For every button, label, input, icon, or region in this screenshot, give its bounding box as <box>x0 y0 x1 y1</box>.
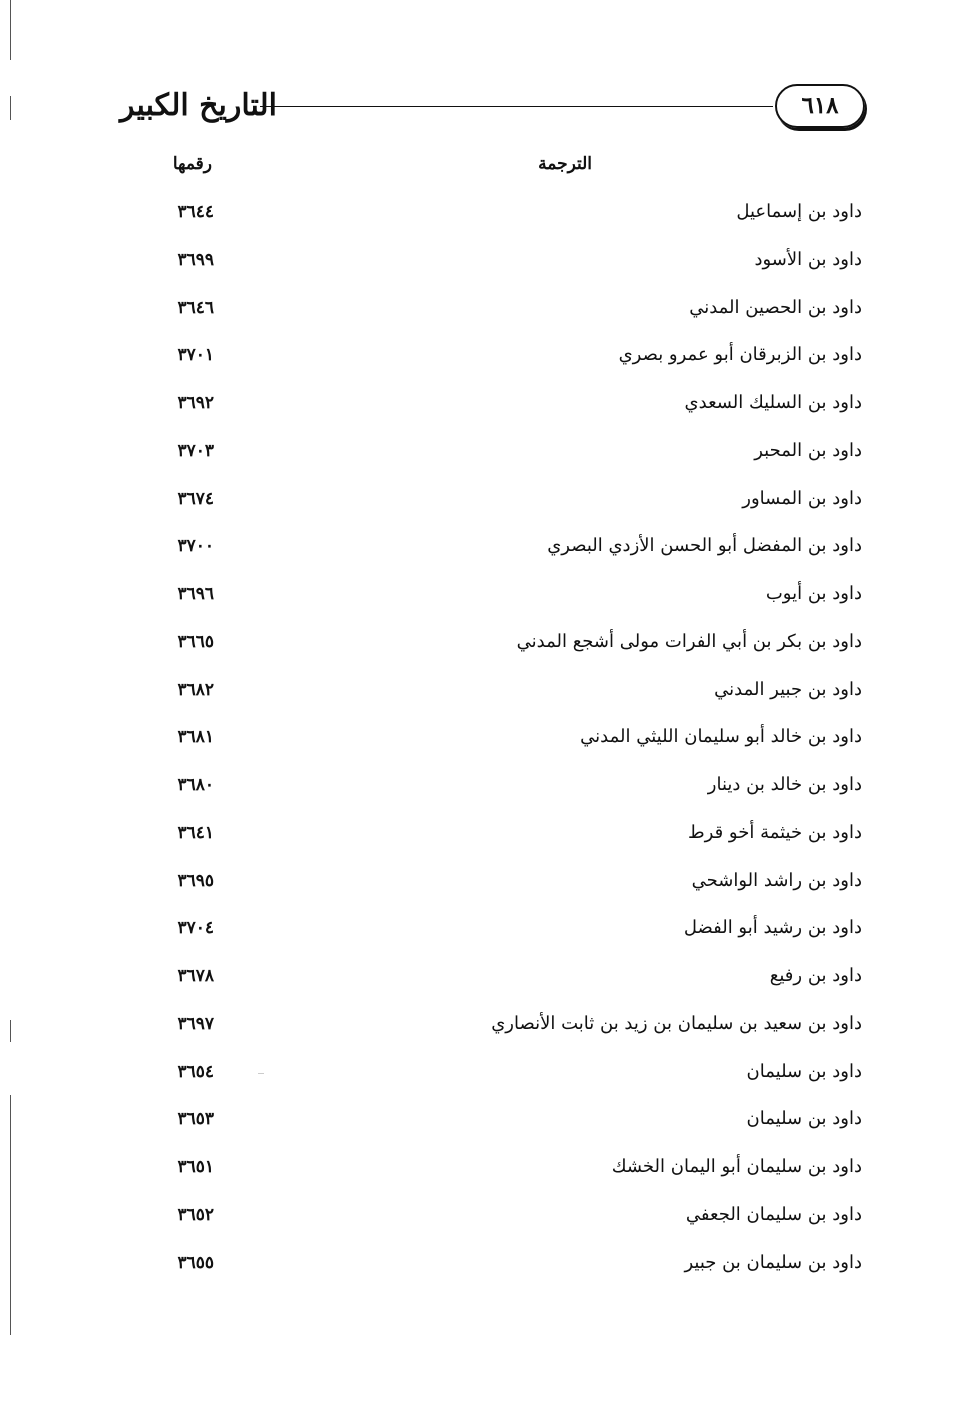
list-item <box>150 245 862 293</box>
entry-number: ٣٦٩٥ <box>177 870 214 891</box>
list-item <box>150 1152 862 1200</box>
entry-name: داود بن خيثمة أخو قرط <box>688 821 862 843</box>
entry-name: داود بن سليمان <box>746 1060 862 1082</box>
list-item <box>150 1009 862 1057</box>
entry-number: ٣٦٧٤ <box>177 488 214 509</box>
list-item <box>150 436 862 484</box>
list-item <box>150 1104 862 1152</box>
list-item <box>150 818 862 866</box>
entry-name: داود بن سعيد بن سليمان بن زيد بن ثابت الأنصاري <box>491 1012 862 1034</box>
entry-number: ٣٦٤٤ <box>177 202 214 222</box>
scan-edge-line <box>10 1095 11 1335</box>
list-item <box>150 293 862 341</box>
list-item <box>150 197 862 245</box>
entry-number: ٣٦٩٢ <box>177 393 214 413</box>
entry-number: ٣٦٩٩ <box>177 249 214 270</box>
entry-number: ٣٦٩٧ <box>177 1013 214 1034</box>
entry-name: داود بن المحبر <box>754 439 862 461</box>
entry-name: داود بن جبير المدني <box>714 678 862 700</box>
entry-name: داود بن إسماعيل <box>736 201 862 222</box>
scan-speck <box>258 1073 264 1074</box>
entry-name: داود بن الأسود <box>754 248 862 270</box>
entry-name: داود بن سليمان الجعفي <box>685 1203 862 1225</box>
entry-number: ٣٧٠٠ <box>177 536 214 557</box>
entry-name: داود بن سليمان أبو اليمان الخشك <box>611 1156 862 1177</box>
entry-name: داود بن راشد الواشحي <box>691 869 862 891</box>
entry-number: ٣٦٨٠ <box>177 775 214 795</box>
list-item <box>150 1248 862 1296</box>
list-item <box>150 722 862 770</box>
entry-number: ٣٦٩٦ <box>177 584 214 604</box>
entry-number: ٣٧٠٣ <box>177 440 214 461</box>
column-header-name: الترجمة <box>538 154 592 174</box>
list-item <box>150 866 862 914</box>
list-item <box>150 1057 862 1105</box>
list-item <box>150 913 862 961</box>
column-header-number: رقمها <box>172 154 212 174</box>
entry-number: ٣٧٠٤ <box>177 918 214 939</box>
list-item <box>150 531 862 579</box>
list-item <box>150 388 862 436</box>
scan-edge-line <box>10 0 11 60</box>
entry-name: داود بن سليمان بن جبير <box>684 1251 862 1273</box>
entry-name: داود بن خالد أبو سليمان الليثي المدني <box>580 726 862 748</box>
entry-number: ٣٦٧٨ <box>177 966 214 986</box>
entry-number: ٣٦٦٥ <box>177 631 214 652</box>
entry-name: داود بن السليك السعدي <box>684 392 862 413</box>
scan-edge-line <box>10 96 11 120</box>
entry-name: داود بن رفيع <box>769 965 862 986</box>
entry-name: داود بن رشيد أبو الفضل <box>683 917 862 939</box>
entry-name: داود بن سليمان <box>746 1108 862 1130</box>
page-header <box>120 84 865 130</box>
entry-number: ٣٦٥٣ <box>177 1109 214 1130</box>
entry-number: ٣٦٥٢ <box>177 1204 214 1225</box>
entry-name: داود بن أيوب <box>765 583 862 604</box>
entry-name: داود بن بكر بن أبي الفرات مولى أشجع المدني <box>516 630 862 652</box>
entry-name: داود بن المساور <box>742 487 862 509</box>
page-number-badge: ٦١٨ <box>775 84 865 128</box>
entry-list <box>150 197 862 1295</box>
entry-number: ٣٦٤٦ <box>177 297 214 318</box>
list-item <box>150 961 862 1009</box>
entry-number: ٣٧٠١ <box>177 345 214 366</box>
list-item <box>150 340 862 388</box>
entry-number: ٣٦٨٢ <box>177 679 214 700</box>
entry-number: ٣٦٨١ <box>177 727 214 748</box>
list-item <box>150 1200 862 1248</box>
running-title: التاريخ الكبير <box>120 88 278 123</box>
list-item <box>150 579 862 627</box>
entry-number: ٣٦٥٤ <box>177 1061 214 1082</box>
list-item <box>150 484 862 532</box>
entry-name: داود بن الحصين المدني <box>689 296 862 318</box>
list-item <box>150 627 862 675</box>
scan-edge-line <box>10 1020 11 1042</box>
entry-number: ٣٦٤١ <box>177 822 214 843</box>
entry-name: داود بن المفضل أبو الحسن الأزدي البصري <box>547 535 862 557</box>
entry-name: داود بن خالد بن دينار <box>707 774 862 795</box>
list-item <box>150 770 862 818</box>
entry-number: ٣٦٥١ <box>177 1157 214 1177</box>
entry-name: داود بن الزبرقان أبو عمرو بصري <box>618 344 862 366</box>
entry-number: ٣٦٥٥ <box>177 1252 214 1273</box>
list-item <box>150 675 862 723</box>
header-rule <box>260 106 773 107</box>
